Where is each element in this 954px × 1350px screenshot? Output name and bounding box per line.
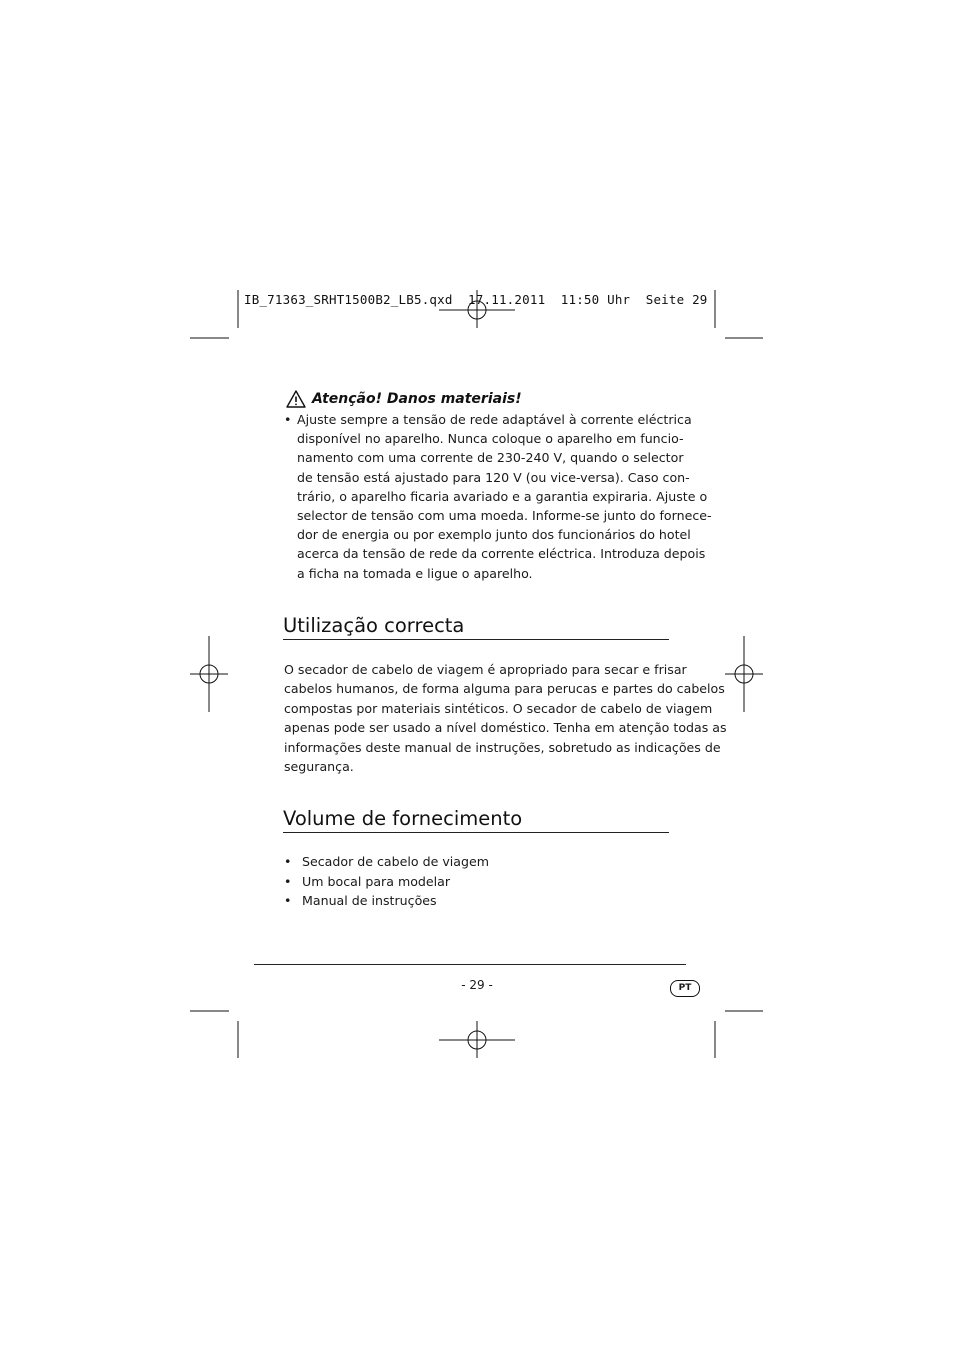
- list-item: • Manual de instruções: [284, 893, 437, 909]
- page-number: - 29 -: [461, 978, 493, 992]
- warning-triangle-icon: [286, 390, 306, 408]
- text-line: segurança.: [284, 759, 354, 775]
- warning-header: [286, 390, 522, 408]
- text-line: apenas pode ser usado a nível doméstico. Tenha em atenção todas as: [284, 720, 727, 736]
- usage-paragraph: [284, 660, 727, 776]
- text-line: dor de energia ou por exemplo junto dos funcionários do hotel: [297, 527, 691, 543]
- warning-title: Atenção! Danos materiais!: [312, 391, 522, 407]
- section-heading-contents: Volume de fornecimento: [283, 807, 669, 833]
- list-item: • Secador de cabelo de viagem: [284, 854, 490, 869]
- language-badge: PT: [670, 980, 700, 997]
- text-line: informações deste manual de instruções, sobretudo as indicações de: [284, 739, 721, 755]
- text-line: Ajuste sempre a tensão de rede adaptável à corrente eléctrica: [297, 412, 692, 427]
- list-item: • Um bocal para modelar: [284, 873, 451, 889]
- text-line: trário, o aparelho ficaria avariado e a garantia expiraria. Ajuste o: [297, 488, 708, 504]
- bullet-marker: •: [284, 412, 292, 427]
- section-heading-usage: Utilização correcta: [283, 614, 669, 640]
- text-line: compostas por materiais sintéticos. O secador de cabelo de viagem: [284, 700, 713, 716]
- text-line: namento com uma corrente de 230-240 V, quando o selector: [297, 450, 684, 466]
- text-line: de tensão está ajustado para 120 V (ou vice-versa). Caso con-: [297, 469, 690, 485]
- text-line: acerca da tensão de rede da corrente eléctrica. Introduza depois: [297, 546, 706, 562]
- text-line: disponível no aparelho. Nunca coloque o aparelho em funcio-: [297, 431, 684, 447]
- footer-divider: [254, 964, 686, 965]
- warning-bullet-paragraph: [284, 410, 712, 583]
- file-slug-line: IB_71363_SRHT1500B2_LB5.qxd 17.11.2011 11:50 Uhr Seite 29: [244, 292, 708, 307]
- text-line: O secador de cabelo de viagem é apropriado para secar e frisar: [284, 662, 687, 677]
- text-line: cabelos humanos, de forma alguma para perucas e partes do cabelos: [284, 681, 725, 697]
- contents-list: [284, 852, 489, 911]
- text-line: a ficha na tomada e ligue o aparelho.: [297, 565, 533, 581]
- text-line: selector de tensão com uma moeda. Informe-se junto do fornece-: [297, 508, 712, 524]
